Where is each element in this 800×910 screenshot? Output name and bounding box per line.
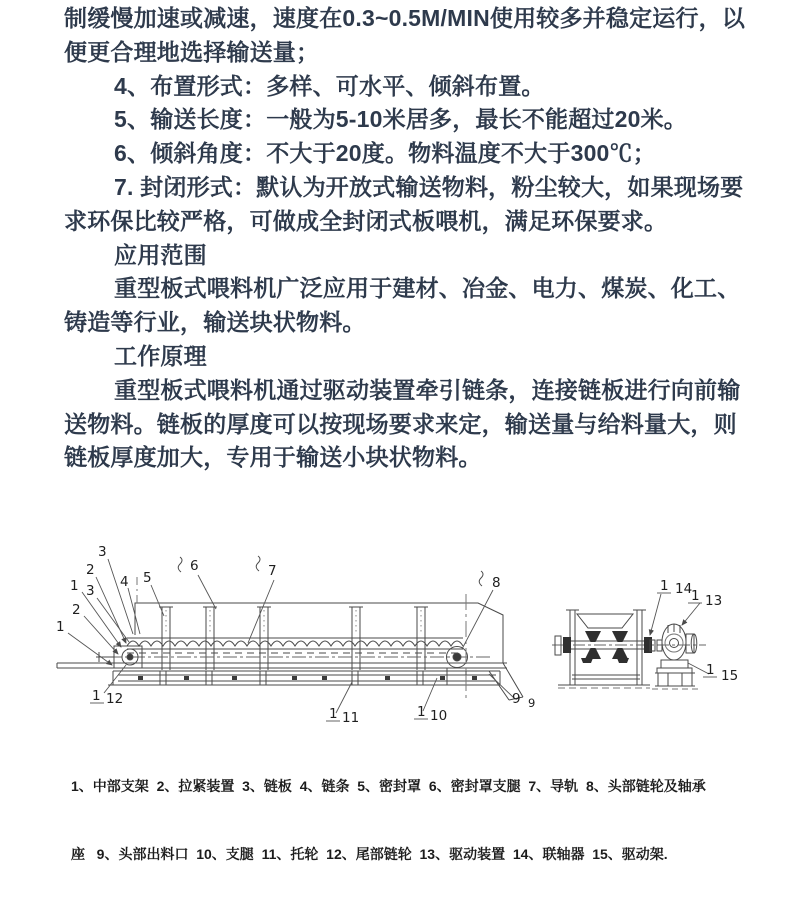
figure-label: 11 — [342, 710, 360, 726]
text-line: 5、输送长度：一般为5-10米居多，最长不能超过20米。 — [114, 106, 688, 133]
figure-label: 9 — [512, 691, 521, 707]
body-text — [64, 2, 754, 475]
head-sprocket-assembly — [447, 647, 468, 686]
figure-label: 1 — [56, 619, 65, 635]
figure-label: 9 — [528, 696, 536, 710]
break-mark — [479, 571, 483, 586]
figure-label: 8 — [492, 575, 501, 591]
chain-plate-band — [127, 638, 463, 653]
hopper — [577, 614, 633, 628]
caption-line: 1、中部支架 2、拉紧装置 3、链板 4、链条 5、密封罩 6、密封罩支腿 7、导轨 8、头部链轮及轴承 — [71, 778, 706, 794]
support-frame — [108, 671, 500, 685]
figure-label: 3 — [98, 544, 107, 560]
figure-label: 1 — [660, 578, 669, 594]
figure-label: 1 — [70, 578, 79, 594]
text-line: 重型板式喂料机广泛应用于建材、冶金、电力、煤炭、化工、 — [114, 275, 741, 302]
figure-label: 6 — [190, 558, 199, 574]
figure-label: 4 — [120, 574, 129, 590]
drive-unit — [652, 624, 700, 689]
figure-label: 1 — [417, 704, 426, 720]
seal-cover — [135, 603, 503, 663]
end-frame-posts — [566, 610, 646, 685]
break-mark — [256, 556, 260, 571]
figure-label: 15 — [721, 668, 739, 684]
feeder-technical-drawing — [0, 530, 800, 730]
text-line: 重型板式喂料机通过驱动装置牵引链条，连接链板进行向前输 — [114, 376, 741, 403]
figure-label: 1 — [706, 662, 715, 678]
figure-label: 2 — [72, 602, 81, 618]
figure-label: 1 — [92, 688, 101, 704]
text-line: 链板厚度加大，专用于输送小块状物料。 — [64, 444, 482, 471]
figure-label: 2 — [86, 562, 95, 578]
tail-wheels — [563, 631, 652, 663]
text-line: 7. 封闭形式：默认为开放式输送物料，粉尘较大，如果现场要 — [114, 173, 744, 200]
drive-base-frame — [655, 673, 695, 686]
text-line: 求环保比较严格，可做成全封闭式板喂机，满足环保要求。 — [64, 207, 668, 234]
caption-line: 座 9、头部出料口 10、支腿 11、托轮 12、尾部链轮 13、驱动装置 14、联轴器 15、驱动架. — [71, 845, 668, 862]
support-rollers — [138, 676, 477, 680]
section-heading-application: 应用范围 — [114, 241, 207, 268]
figure-label: 1 — [329, 706, 338, 722]
leader-lines — [68, 559, 514, 721]
text-line: 铸造等行业，输送块状物料。 — [64, 309, 366, 336]
text-line: 6、倾斜角度：不大于20度。物料温度不大于300℃； — [114, 140, 656, 167]
section-heading-principle: 工作原理 — [114, 342, 207, 369]
figure-labels — [56, 544, 738, 726]
figure-label: 13 — [705, 593, 723, 609]
text-line: 便更合理地选择输送量； — [64, 38, 320, 65]
end-view — [552, 610, 706, 689]
figure-label: 7 — [268, 563, 277, 579]
figure-label: 10 — [430, 708, 448, 724]
figure-label: 3 — [86, 583, 95, 599]
figure-label: 5 — [143, 570, 152, 586]
figure-label: 12 — [106, 691, 124, 707]
technical-drawing-svg — [0, 530, 800, 730]
text-line: 送物料。链板的厚度可以按现场要求来定，输送量与给料量大，则 — [64, 410, 737, 437]
break-mark — [178, 557, 182, 572]
text-line: 制缓慢加速或减速，速度在0.3~0.5M/MIN使用较多并稳定运行，以 — [64, 5, 746, 31]
text-line: 4、布置形式：多样、可水平、倾斜布置。 — [114, 72, 545, 99]
figure-label: 1 — [691, 588, 700, 604]
figure-label: 14 — [675, 581, 693, 597]
figure-caption — [71, 730, 761, 910]
